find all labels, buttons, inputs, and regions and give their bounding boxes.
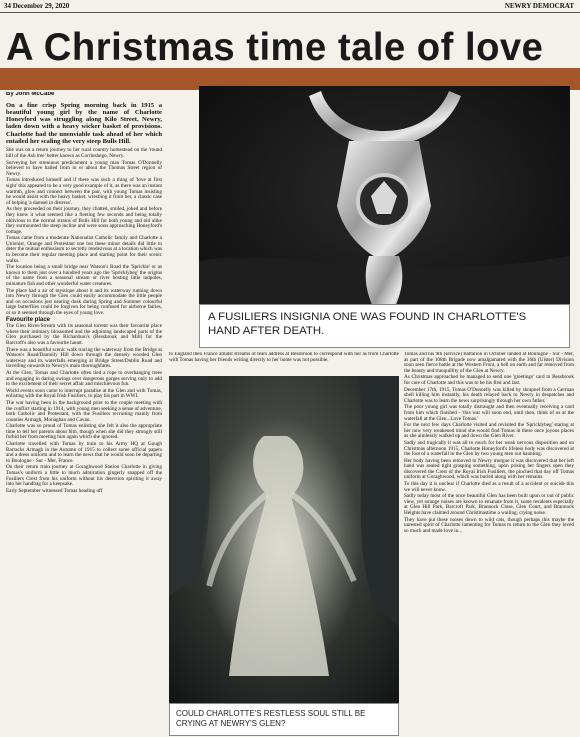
page-header xyxy=(0,0,580,13)
paragraph: For the next few days Charlotte visited and revisited the 'Spricklybeg' staring at her now very weakened mind she would find Tomas in these once joyous places as she aimlessly walked up and down the Glen River. xyxy=(404,422,574,440)
subheading: Favourite place xyxy=(6,316,51,323)
paragraph: To this day it is unclear if Charlotte died as a result of a accident or suicide this we will never know. xyxy=(404,481,574,493)
paragraph: At the Glen, Tomas and Charlotte often tied a rope to overhanging trees and engaging in daring swings over dangerous gorges serving only to add to the excitement of their secret affair and mischievous fun. xyxy=(6,369,162,388)
ghost-image xyxy=(169,376,399,736)
paragraph: The war having been in the background prior to the couple meeting with the conflict starting in 1914, with young men seeking a sense of adventure, both Catholic and Protestant, with the Fusiliers recruiting mainly from counties Armagh, Monaghan and Cavan. xyxy=(6,399,162,423)
photo-caption: A FUSILIERS INSIGNIA ONE WAS FOUND IN CHARLOTTE'S HAND AFTER DEATH. xyxy=(199,304,570,348)
paragraph: Tomas and his 9th (service) Battalion in October landed at Boulogne - Sur - Mer, as part of the 108th Brigade now amalgamated with the 36th (Ulster) Division soon seen fierce battle at the Western Front, a hell on earth and far removed from the beauty and tranquillity of the Glen at Newry. xyxy=(404,352,574,374)
photo-caption: COULD CHARLOTTE'S RESTLESS SOUL STILL BE CRYING AT NEWRY'S GLEN? xyxy=(169,703,399,736)
article-column-2 xyxy=(169,352,399,374)
paragraph: As they proceeded on their journey, they chatted, smiled, joked and before they knew it what seemed like a fleeting few seconds and being totally oblivious to the normal strains of Bulls Hill for both young and old alike they surmounted the steep incline and were soon approaching Honeyford's cottage. xyxy=(6,206,162,235)
paragraph: World events soon came to interrupt paradise at the Glen and with Tomas, enlisting with the Royal Irish Fusiliers, to play his part in WWI. xyxy=(6,387,162,400)
paragraph: She was on a return journey to her rural country homestead on the 'round hill of the Ash tree' better known as Corrinshego, Newry. xyxy=(6,147,162,159)
byline: By John McCabe xyxy=(6,92,55,97)
paragraph: There was a beautiful scenic walk tracing the waterway from the Bridge at Watson's Road/Damolly Hill down through the densely wooded Glen waterway and its waterfalls emerging at Bridge Street/Dublin Road and travelling onwards to Newry's main thoroughfares. xyxy=(6,346,162,370)
paragraph: On their return train journey at Goraghwood Station Charlotte in giving Tomas's uniform a little to much admiration gingerly snapped off the Fusiliers Crest from his uniform without his detection spiriting it away into her handbag for a keepsake. xyxy=(6,464,162,488)
paragraph: As Christmas approached he managed to send one 'greetings' card to Bessbrook for care of Charlotte and this was to be his first and last. xyxy=(404,374,574,386)
paragraph: Sadly and tragically it was all to much for her weak nervous disposition and on Christmas afternoon 1915, Charlotte Honeyford's lifeless body was discovered at the foot of a waterfall in the Glen by two young men out haunting. xyxy=(404,439,574,458)
lead-paragraph: On a fine crisp Spring morning back in 1915 a beautiful young girl by the name of Charlotte Honeyford was struggling along Kilo Street, Newry, laden down with a heavy wicker basket of provisions. Charlotte had the unenviable task ahead of her which entailed her scaling the very steep Bulls Hill. xyxy=(6,101,162,146)
page-info: 34 December 29, 2020 xyxy=(4,2,70,10)
article-column-1 xyxy=(6,92,162,732)
paragraph: Charlotte travelled with Tomas by train to his Army HQ at Gough Barracks Armagh in the Autumn of 1915 to collect some official papers and a dress uniform and to learn the news that he would soon be departing to Boulogne - Sur - Mer, France. xyxy=(6,441,162,464)
paragraph: Early September witnessed Tomas heading off xyxy=(6,487,103,494)
paragraph: Tomas introduced himself and if there was such a thing of 'love at first sight' this appeared to be a very good example of it, as there was an instant warmth, glow and connect between the pair, with young Tomas insisting he would assist with the heavy basket, wrestling it from her, a classic case of helping 'a damsel in distress'. xyxy=(6,177,162,206)
paragraph: The Glen River/Stream with its seasonal torrent was their favourite place where their intimacy blossomed and the adjoining landscaped parts of the Glen purchased by the Richardson's (Bessbrook and Mill) for the Barcroft's also was a favourite haunt. xyxy=(6,323,162,346)
paragraph: The poor young girl was totally distraught and then eventually receiving a card from him which finished - 'this war will soon end, until then, think of us at the waterfall at the Glen...Love Tomas.' xyxy=(404,404,574,422)
paragraph: Sadly today most of the once beautiful Glen has been built upon or out of public view, yet strange noises are known to emanate from it, some residents especially at Glen Hill Park, Barcroft Park, Brannock Close, Glen Court, and Brannock Heights have claimed around Christmastime a wailing, crying noise. xyxy=(404,493,574,517)
ghost-photo xyxy=(169,376,399,736)
paragraph: The location being a small bridge near Watson's Road the 'Sprickle' or as known to them just over a hundred years ago the 'Spricklybeg' the origins of the name from a seasonal stream or river hosting little tadpoles, miniature fish and other wonderful water creatures. xyxy=(6,264,162,288)
paper-name: NEWRY DEMOCRAT xyxy=(504,2,574,10)
paragraph: Charlotte was so proud of Tomas enlisting she felt it also the appropriate time to tell her parents about him, though when she did they strongly still forbid her from meeting him again which she ignored. xyxy=(6,423,162,441)
paragraph: Tomas came from a moderate Nationalist Catholic family and Charlotte a Unionist, Orange and Protestant one but these minor details did little to deter the mutual enthusiasm to secretly rendezvous at a location which was to become their regular meeting place and starting point for their scenic walks. xyxy=(6,235,162,264)
paragraph: Her body having been removed to Newry morgue it was discovered that her left hand was sealed tight grasping something, upon prising her fingers open they discovered the Crest of the Royal Irish Fusiliers, the pinched that day off Tomas uniform at Goraghwood, which was buried along with her remains. xyxy=(404,457,574,481)
paragraph: The place had a air of mystique about it and its waterway running down into Newry through the Glen could easily accommodate the little people and on occasions just nearing dusk during Spring and Summer colourful large butterflies could be forgiven for being confused for airborne fairies, or so it seemed through the eyes of young love. xyxy=(6,287,162,316)
paragraph: December 17th, 1915, Tomas O'Donnelly was killed by shrapnel from a German shell killing him instantly, his death relayed back to Newry in despatches and Charlotte was to learn the news surprisingly through her own father. xyxy=(404,386,574,404)
headline-banner xyxy=(0,16,580,90)
paragraph: They have put these noises down to wild cats, though perhaps this maybe the unrested spirit of Charlotte lamenting for Tomas to return to the Glen they loved so much and made love in... xyxy=(404,516,574,534)
paragraph: Surveying her strenuous predicament a young man Tomas O'Donnelly believed to have hailed from in or about the Thomas Street region of Newry. xyxy=(6,159,162,177)
paragraph: to England then France amidst streams of tears address at Bessbrook to correspond with her as from Charlotte with Tomas having her friends writing directly to her home was not possible. xyxy=(169,352,399,363)
headline: A Christmas time tale of love xyxy=(6,26,544,69)
article-column-3 xyxy=(404,352,574,736)
